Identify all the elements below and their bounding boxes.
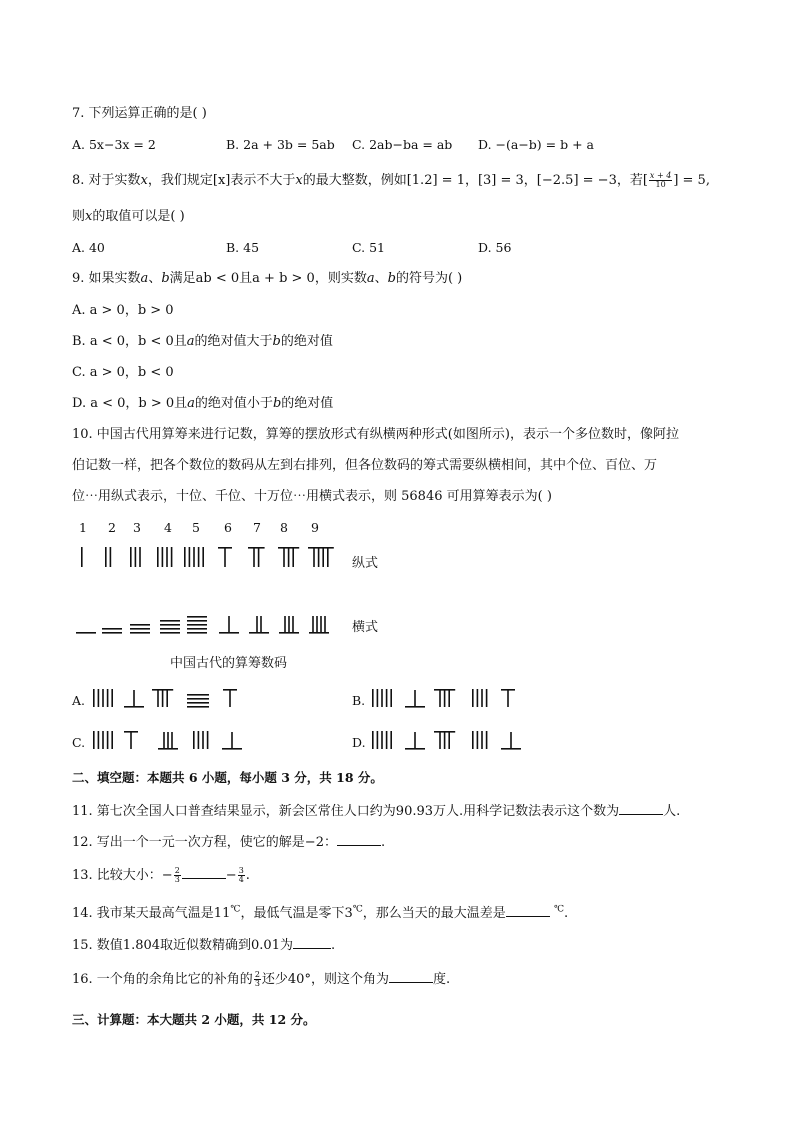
rod-stroke: [284, 616, 286, 632]
rod-stroke: [222, 748, 242, 750]
rod-stroke: [372, 689, 374, 707]
fraction: $\frac{x + 4}{10}$: [649, 171, 672, 189]
rod-stroke: [102, 632, 122, 634]
question-15: 15. 数值1.804取近似数精确到0.01为 .: [72, 938, 336, 953]
question-10-line-3: 位⋯用纵式表示，十位、千位、十万位⋯用横式表示，则 56846 可用算筹表示为( ): [72, 489, 552, 504]
rod-stroke: [162, 690, 164, 707]
digit-label-9: 9: [311, 520, 319, 535]
rod-stroke: [390, 731, 392, 749]
rod-stroke: [187, 706, 209, 708]
rod-stroke: [124, 706, 144, 708]
rod-stroke: [107, 689, 109, 707]
question-16: 16. 一个角的余角比它的补角的 $\frac{2}{3}$ 还少40°，则这个角为 度.: [72, 970, 451, 988]
rod-stroke: [253, 548, 255, 567]
answer-blank: [293, 936, 331, 949]
rod-stroke: [139, 547, 141, 567]
rod-stroke: [189, 547, 191, 567]
answer-blank: [182, 866, 226, 879]
rod-stroke: [444, 732, 446, 749]
rod-stroke: [256, 616, 258, 632]
question-8-line-2: 则x的取值可以是( ): [72, 209, 185, 224]
horizontal-rod-row: [76, 616, 329, 634]
q9-option-d: D. a < 0，b > 0且a的绝对值小于b的绝对值: [72, 396, 334, 411]
q8-option-a: A. 40: [72, 240, 105, 255]
question-14: 14. 我市某天最高气温是11℃，最低气温是零下3℃，那么当天的最大温差是 ℃.: [72, 904, 569, 921]
question-8-line-1: 8. 对于实数x，我们规定[x]表示不大于x的最大整数，例如[1.2] = 1，[3] = 3，[−2.5] = −3，若[ $\frac{x + 4}{10}$ ] = 5,: [72, 171, 710, 189]
rod-stroke: [133, 690, 135, 706]
rod-stroke: [510, 732, 512, 748]
q10-option-b-letter: B.: [352, 693, 366, 708]
rod-stroke: [279, 632, 299, 634]
rod-stroke: [162, 547, 164, 567]
rod-stroke: [313, 548, 315, 567]
rod-stroke: [171, 547, 173, 567]
rod-stroke: [312, 616, 314, 632]
rod-stroke: [477, 689, 479, 707]
q7-option-c: C. 2ab−ba = ab: [352, 137, 453, 152]
rod-stroke: [98, 689, 100, 707]
rod-stroke: [439, 732, 441, 749]
rod-stroke: [386, 689, 388, 707]
rod-stroke: [219, 632, 239, 634]
rod-stroke: [372, 731, 374, 749]
rod-stroke: [157, 547, 159, 567]
option-b-rods: [372, 689, 515, 708]
answer-blank: [506, 904, 550, 917]
rod-stroke: [202, 547, 204, 567]
rod-stroke: [292, 616, 294, 632]
rod-stroke: [158, 748, 178, 750]
rod-stroke: [163, 732, 165, 748]
vertical-form-label: 纵式: [352, 556, 379, 571]
rod-stroke: [160, 624, 180, 626]
q7-option-b: B. 2a + 3b = 5ab: [226, 137, 335, 152]
rod-stroke: [207, 731, 209, 749]
rod-stroke: [260, 616, 262, 632]
rod-stroke: [202, 731, 204, 749]
rod-stroke: [390, 689, 392, 707]
section-2-title: 二、填空题：本题共 6 小题，每小题 3 分，共 18 分。: [72, 770, 383, 785]
rod-stroke: [102, 689, 104, 707]
q8-option-d: D. 56: [478, 240, 512, 255]
q9-option-a: A. a > 0，b > 0: [72, 303, 174, 318]
digit-label-3: 3: [133, 520, 141, 535]
rod-stroke: [166, 690, 168, 707]
question-13: 13. 比较大小：− $\frac{2}{3}$ − $\frac{3}{4}$ .: [72, 866, 250, 884]
rod-stroke: [288, 616, 290, 632]
rod-stroke: [381, 731, 383, 749]
rod-stroke: [386, 731, 388, 749]
option-a-rods: [93, 689, 237, 708]
rod-stroke: [102, 628, 122, 630]
question-12: 12. 写出一个一元一次方程，使它的解是−2： .: [72, 835, 386, 850]
q9-option-c: C. a > 0，b < 0: [72, 365, 174, 380]
rod-stroke: [481, 689, 483, 707]
option-c-rods: [93, 731, 242, 750]
digit-label-2: 2: [108, 520, 116, 535]
rod-stroke: [448, 690, 450, 707]
digit-label-7: 7: [253, 520, 261, 535]
rod-stroke: [107, 731, 109, 749]
rod-stroke: [439, 690, 441, 707]
figure-caption: 中国古代的算筹数码: [170, 656, 288, 671]
answer-blank: [619, 802, 663, 815]
rod-stroke: [187, 628, 207, 630]
rod-stroke: [324, 616, 326, 632]
rod-stroke: [381, 689, 383, 707]
question-7-stem: 7. 下列运算正确的是( ): [72, 106, 207, 121]
rod-stroke: [157, 690, 159, 707]
option-d-rods: [372, 731, 521, 750]
rod-stroke: [76, 632, 96, 634]
rod-stroke: [135, 547, 137, 567]
q8-option-b: B. 45: [226, 240, 260, 255]
rod-stroke: [472, 689, 474, 707]
rod-stroke: [102, 731, 104, 749]
q10-option-d-letter: D.: [352, 735, 366, 750]
rod-stroke: [292, 548, 294, 567]
rod-stroke: [414, 732, 416, 748]
rod-stroke: [308, 547, 334, 549]
rod-stroke: [481, 731, 483, 749]
rod-stroke: [130, 628, 150, 630]
rod-stroke: [166, 547, 168, 567]
digit-label-8: 8: [280, 520, 288, 535]
rod-stroke: [187, 694, 209, 696]
rod-stroke: [187, 624, 207, 626]
rod-stroke: [288, 548, 290, 567]
rod-stroke: [193, 731, 195, 749]
rod-stroke: [318, 548, 320, 567]
rod-stroke: [377, 689, 379, 707]
rod-stroke: [320, 616, 322, 632]
answer-blank: [389, 970, 433, 983]
rod-stroke: [184, 547, 186, 567]
rod-stroke: [81, 547, 83, 567]
rod-stroke: [448, 732, 450, 749]
rod-stroke: [187, 702, 209, 704]
rod-stroke: [486, 731, 488, 749]
rod-stroke: [187, 698, 209, 700]
rod-stroke: [507, 690, 509, 707]
q7-option-a: A. 5x−3x = 2: [72, 137, 156, 152]
rod-stroke: [130, 732, 132, 749]
rod-stroke: [249, 632, 269, 634]
digit-label-1: 1: [79, 520, 87, 535]
rod-stroke: [160, 628, 180, 630]
rod-stroke: [198, 731, 200, 749]
rod-stroke: [283, 548, 285, 567]
rod-stroke: [472, 731, 474, 749]
q10-option-c-letter: C.: [72, 735, 86, 750]
rod-stroke: [228, 616, 230, 632]
digit-label-6: 6: [224, 520, 232, 535]
rod-stroke: [130, 632, 150, 634]
rod-stroke: [111, 731, 113, 749]
rod-stroke: [322, 548, 324, 567]
rod-stroke: [93, 731, 95, 749]
rod-stroke: [93, 689, 95, 707]
rod-stroke: [405, 706, 425, 708]
rod-stroke: [98, 731, 100, 749]
vertical-rod-row: [81, 547, 334, 567]
rod-stroke: [248, 547, 265, 549]
rod-stroke: [405, 748, 425, 750]
rod-stroke: [105, 547, 107, 567]
rod-stroke: [198, 547, 200, 567]
question-9-stem: 9. 如果实数a、b满足ab < 0且a + b > 0，则实数a、b的符号为( ): [72, 271, 463, 286]
q10-option-a-letter: A.: [72, 693, 86, 708]
rod-stroke: [130, 624, 150, 626]
rod-stroke: [477, 731, 479, 749]
rod-stroke: [160, 632, 180, 634]
rod-stroke: [130, 547, 132, 567]
q7-option-d: D. −(a−b) = b + a: [478, 137, 594, 152]
rod-stroke: [171, 732, 173, 748]
question-10-line-1: 10. 中国古代用算筹来进行记数，算筹的摆放形式有纵横两种形式(如图所示)，表示一个多位数时，像阿拉: [72, 427, 679, 442]
answer-blank: [337, 833, 381, 846]
rod-stroke: [377, 731, 379, 749]
rod-stroke: [224, 548, 226, 567]
rod-stroke: [414, 690, 416, 706]
section-3-title: 三、计算题：本大题共 2 小题，共 12 分。: [72, 1012, 316, 1027]
rod-stroke: [501, 748, 521, 750]
rod-stroke: [327, 548, 329, 567]
question-10-line-2: 伯记数一样，把各个数位的数码从左到右排列，但各位数码的筹式需要纵横相间，其中个位、百位、万: [72, 458, 658, 473]
rod-stroke: [231, 732, 233, 748]
rod-stroke: [111, 689, 113, 707]
digit-label-5: 5: [192, 520, 200, 535]
rod-stroke: [258, 548, 260, 567]
rod-stroke: [187, 616, 207, 618]
digit-label-4: 4: [164, 520, 172, 535]
rod-stroke: [316, 616, 318, 632]
rod-stroke: [444, 690, 446, 707]
q8-option-c: C. 51: [352, 240, 385, 255]
rod-stroke: [187, 632, 207, 634]
rod-stroke: [229, 690, 231, 707]
q9-option-b: B. a < 0，b < 0且a的绝对值大于b的绝对值: [72, 334, 333, 349]
rod-stroke: [160, 620, 180, 622]
rod-stroke: [193, 547, 195, 567]
rod-stroke: [110, 547, 112, 567]
horizontal-form-label: 横式: [352, 620, 379, 635]
rod-stroke: [187, 620, 207, 622]
rod-stroke: [167, 732, 169, 748]
rod-stroke: [486, 689, 488, 707]
rod-stroke: [309, 632, 329, 634]
question-11: 11. 第七次全国人口普查结果显示，新会区常住人口约为90.93万人.用科学记数法表示这个数为 人.: [72, 804, 681, 819]
